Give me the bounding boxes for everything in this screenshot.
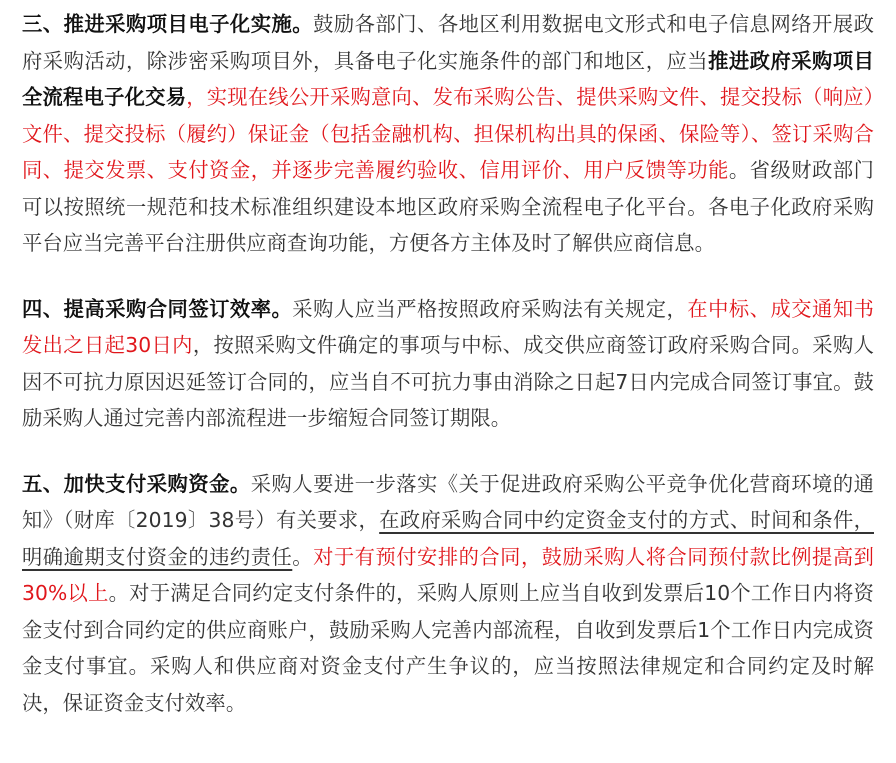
- paragraph-text: 鼓励各部门、各地区利用数据电文形式和电子信息网络开展政府采购活动，除涉密采购项目外，具备电子化实施条件的部门和地区，应当: [22, 12, 875, 73]
- paragraph-text: 。省级财政部门可以按照统一规范和技术标准组织建设本地区政府采购全流程电子化平台。各电子化政府采购平台应当完善平台注册供应商查询功能，方便各方主体及时了解供应商信息。: [22, 158, 874, 255]
- section-heading-5: 五、加快支付采购资金。: [22, 471, 251, 496]
- paragraph-text: 采购人应当严格按照政府采购法有关规定，: [292, 296, 688, 321]
- bold-emphasis: 推进政府采购项目全流程电子化交易: [22, 48, 874, 109]
- paragraph-text: 。对于满足合同约定支付条件的，采购人原则上应当自收到发票后10个工作日内将资金支付到合同约定的供应商账户，鼓励采购人完善内部流程，自收到发票后1个工作日内完成资金支付事宜。采购人和供应商对资金支付产生争议的，应当按照法律规定和合同约定及时解决，保证资金支付效率。: [22, 581, 874, 715]
- section-heading-4: 四、提高采购合同签订效率。: [22, 296, 293, 321]
- paragraph-text: ，按照采购文件确定的事项与中标、成交供应商签订政府采购合同。采购人因不可抗力原因迟延签订合同的，应当自不可抗力事由消除之日起7日内完成合同签订事宜。鼓励采购人通过完善内部流程进一步缩短合同签订期限。: [22, 333, 874, 430]
- paragraph-contract-efficiency: [22, 291, 874, 437]
- paragraph-text: 采购人要进一步落实《关于促进政府采购公平竞争优化营商环境的通知》（财库〔2019〕38号）有关要求，: [22, 471, 874, 532]
- paragraph-payment-speed: [22, 466, 874, 722]
- red-highlight-text: 对于有预付安排的合同，鼓励采购人将合同预付款比例提高到30%以上: [22, 544, 874, 605]
- paragraph-text: 。: [292, 544, 314, 569]
- section-heading-3: 三、推进采购项目电子化实施。: [22, 12, 314, 36]
- underlined-text: 在政府采购合同中约定资金支付的方式、时间和条件，明确逾期支付资金的违约责任: [22, 508, 874, 569]
- red-highlight-text: ，实现在线公开采购意向、发布采购公告、提供采购文件、提交投标（响应）文件、提交投标（履约）保证金（包括金融机构、担保机构出具的保函、保险等）、签订采购合同、提交发票、支付资金，并逐步完善履约验收、信用评价、用户反馈等功能: [22, 85, 874, 182]
- paragraph-electronic-procurement: [22, 6, 874, 262]
- red-highlight-text: 在中标、成交通知书发出之日起30日内: [22, 296, 874, 357]
